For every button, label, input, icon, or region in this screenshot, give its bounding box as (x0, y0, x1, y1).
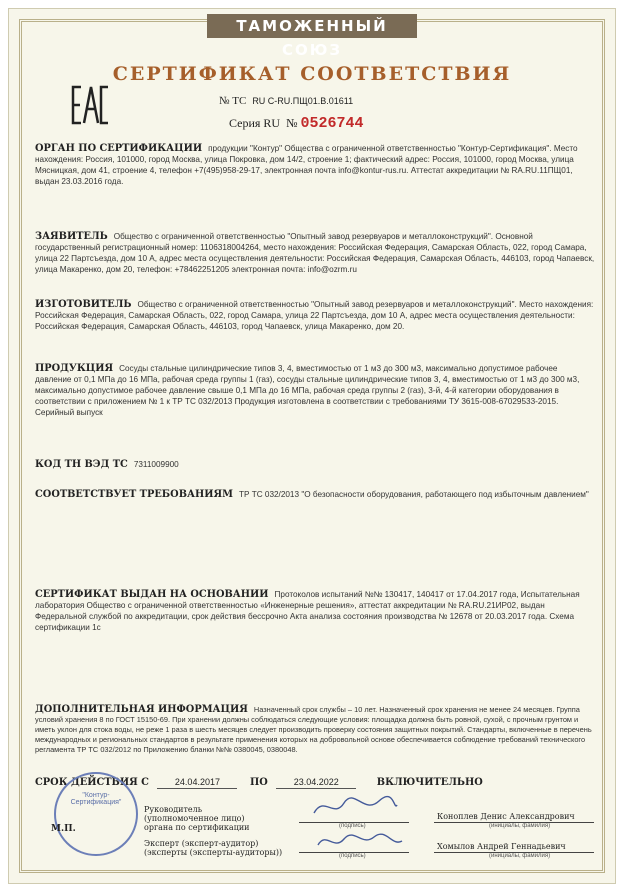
series-no-prefix: № (286, 116, 298, 130)
organ-section (35, 143, 595, 187)
organ-label: ОРГАН ПО СЕРТИФИКАЦИИ (35, 143, 203, 154)
organ-stamp (54, 772, 138, 856)
code-value: 7311009900 (133, 460, 179, 469)
head-signature-caption: (подпись) (339, 823, 366, 829)
manufacturer-section (35, 299, 595, 332)
applicant-text: Общество с ограниченной ответственностью "Опытный завод резервуаров и металлоконструкций". Основной государственный регистрационный номер: 1106318004264, место нахождения: Российская Федерация, Самарская Область, 022, город Самара, улица 22 Партсъезда, дом 10 А, адрес места осуществления деятельности: Российская Федерация, Самарская Область, 446103, город Чапаевск, улица Макаренко, дом 20, телефон: +78462251205 электронная почта: info@ozrm.ru (35, 232, 595, 274)
product-label: ПРОДУКЦИЯ (35, 363, 114, 374)
stamp-line1: "Контур- (82, 792, 110, 799)
validity-suffix: ВКЛЮЧИТЕЛЬНО (376, 777, 483, 788)
organ-text: продукции "Контур" Общества с ограниченной ответственностью "Контур-Сертификация". Место нахождения: Россия, 101000, город Москва, улица Покровка, дом 14/2, строение 1; фактический адрес: Россия, 101000, город Москва, улица Мясницкая, дом 41, строение 4, телефон +7(495)958-29-17, электронная почта info@kontur-rus.ru. Аттестат аккредитации № RA.RU.11ПЩ01, выдан 23.03.2016 года. (35, 144, 578, 186)
product-section (35, 363, 595, 418)
series-number: 0526744 (300, 115, 364, 132)
basis-label: СЕРТИФИКАТ ВЫДАН НА ОСНОВАНИИ (35, 589, 269, 600)
series-line (229, 115, 364, 132)
expert-signature-caption: (подпись) (339, 853, 366, 859)
manufacturer-label: ИЗГОТОВИТЕЛЬ (35, 299, 132, 310)
manufacturer-text: Общество с ограниченной ответственностью "Опытный завод резервуаров и металлоконструкций". Место нахождения: Российская Федерация, Самарская Область, 022, город Самара, улица 22 Партсъезда, дом 10 А, адрес места осуществления деятельности: Российская Федерация, Самарская Область, 446103, город Чапаевск, улица Макаренко, дом 20. (35, 300, 594, 331)
head-name: Коноплев Денис Александрович (437, 812, 575, 821)
code-label: КОД ТН ВЭД ТС (35, 459, 128, 470)
applicant-label: ЗАЯВИТЕЛЬ (35, 231, 108, 242)
expert-role: Эксперт (эксперт-аудитор) (эксперты (эксперты-аудиторы)) (144, 839, 283, 857)
certificate-sheet (8, 8, 616, 884)
stamp-line2: Сертификация" (70, 799, 122, 806)
product-text: Сосуды стальные цилиндрические типов 3, 4, вместимостью от 1 м3 до 300 м3, максимально допустимое рабочее давление от 0,1 МПа до 16 МПа, рабочая среда группы 1 (газ), сосуды стальные цилиндрические типов 3, 4, вместимостью от 1 м3 до 300 м3, максимально допустимое рабочее давление свыше 0,1 МПа до 16 МПа, рабочая среда группы 2 (газ), 3-й, 4-й категории оборудования в соответствии с приложением № 1 к ТР ТС 032/2013 Продукция изготовлена в соответствии с требованиями ТУ 3615-008-67029533-2015. Серийный выпуск (35, 364, 580, 417)
expert-signature-icon (314, 827, 404, 853)
requirements-section (35, 489, 595, 500)
additional-text: Назначенный срок службы – 10 лет. Назначенный срок хранения не менее 24 месяцев. Группа условий хранения 8 по ГОСТ 15150-69. При хранении должны соблюдаться следующие условия: площадка должна быть ровной, сухой, с прочным грунтом и иметь уклон для стока воды, не реже 1 раза в шесть месяцев следует производить проверку состояния защитных покрытий. Стандарты, включенные в перечень международных и региональных стандартов в результате применения которых на добровольной основе обеспечивается соблюдение требований технического регламента ТР ТС 032/2012 по Приложению бланки №№ 0380045, 0380048. (35, 705, 592, 754)
validity-to-label: ПО (249, 777, 268, 788)
head-signature-icon (309, 793, 399, 821)
eac-logo-icon (71, 81, 109, 129)
certificate-number (219, 95, 353, 107)
additional-section (35, 705, 595, 755)
series-prefix: Серия (229, 116, 261, 130)
number-prefix: № ТС (219, 95, 247, 107)
code-section (35, 459, 595, 470)
expert-name: Хомылов Андрей Геннадьевич (437, 842, 566, 851)
series-code: RU (263, 116, 281, 130)
basis-section (35, 589, 595, 633)
customs-union-banner: ТАМОЖЕННЫЙ СОЮЗ (207, 14, 417, 38)
head-name-caption: (инициалы, фамилия) (489, 823, 551, 829)
requirements-label: СООТВЕТСТВУЕТ ТРЕБОВАНИЯМ (35, 489, 233, 500)
head-role: Руководитель (уполномоченное лицо) органа по сертификации (144, 805, 250, 832)
applicant-section (35, 231, 595, 275)
validity-from: 24.04.2017 (157, 777, 237, 789)
number-value: RU C-RU.ПЩ01.В.01611 (252, 96, 354, 106)
requirements-text: ТР ТС 032/2013 "О безопасности оборудования, работающего под избыточным давлением" (238, 490, 589, 499)
validity-to: 23.04.2022 (276, 777, 356, 789)
stamp-place-label: М.П. (51, 824, 76, 834)
additional-label: ДОПОЛНИТЕЛЬНАЯ ИНФОРМАЦИЯ (35, 704, 248, 715)
basis-text: Протоколов испытаний №№ 130417, 140417 от 17.04.2017 года, Испытательная лаборатория Общество с ограниченной ответственностью «Инженерные решения», аттестат аккредитации № RA.RU.21ИР02, выдан Федеральной службой по аккредитации, срок действия бессрочно Акта анализа состояния производства № 12678 от 20.03.2017 года. Схема сертификации 1с (35, 590, 580, 632)
expert-name-caption: (инициалы, фамилия) (489, 853, 551, 859)
validity-label: СРОК ДЕЙСТВИЯ С (35, 777, 149, 788)
certificate-title: СЕРТИФИКАТ СООТВЕТСТВИЯ (112, 63, 512, 85)
